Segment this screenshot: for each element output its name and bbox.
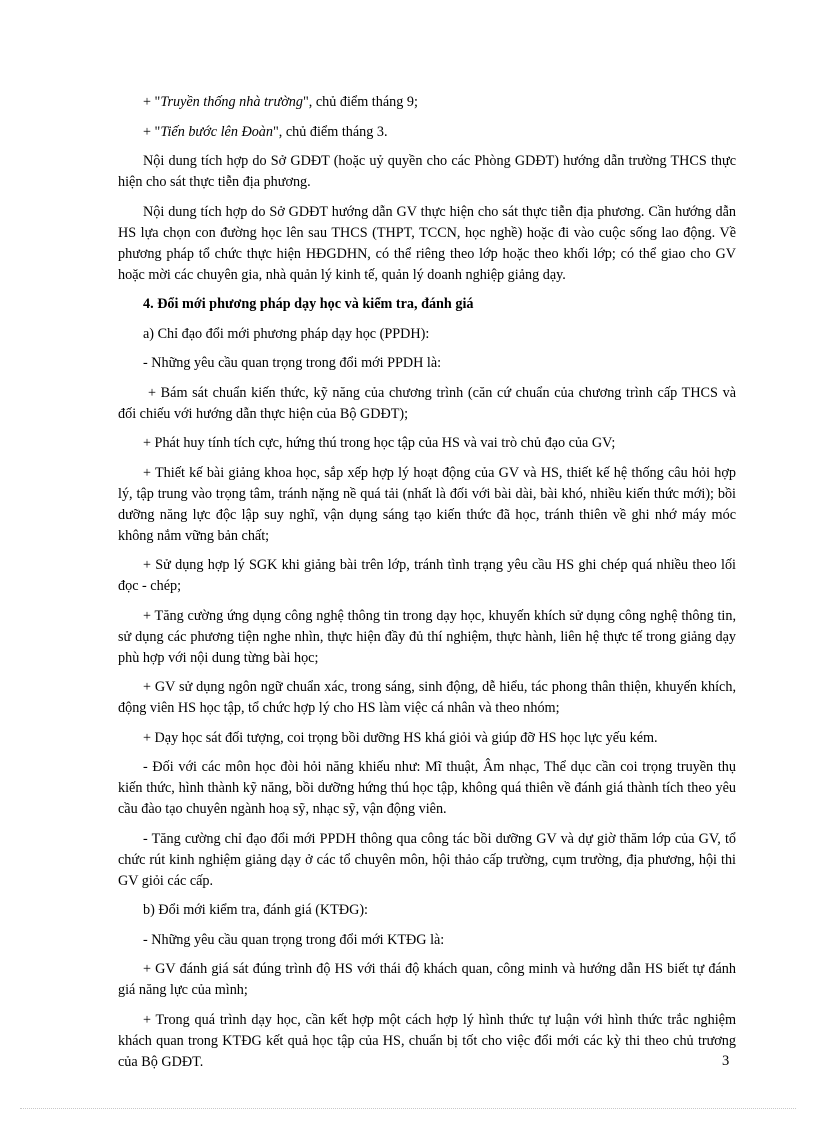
page-body bbox=[118, 92, 736, 1081]
paragraph: + GV đánh giá sát đúng trình độ HS với thái độ khách quan, công minh và hướng dẫn HS biết tự đánh giá năng lực của mình; bbox=[118, 961, 736, 998]
item-suffix: ", chủ điểm tháng 9; bbox=[302, 94, 418, 110]
paragraph: + Thiết kế bài giảng khoa học, sắp xếp hợp lý hoạt động của GV và HS, thiết kế hệ thống câu hỏi hợp lý, tập trung vào trọng tâm, tránh nặng nề quá tải (nhất là đối với bài dài, bài khó, nhiều kiến thức mới); bồi dưỡng năng lực độc lập suy nghĩ, vận dụng sáng tạo kiến thức đã học, tránh thiên về ghi nhớ máy móc không nắm vững bản chất; bbox=[118, 464, 736, 544]
paragraph: - Đối với các môn học đòi hỏi năng khiếu như: Mĩ thuật, Âm nhạc, Thể dục cần coi trọng truyền thụ kiến thức, hình thành kỹ năng, bồi dưỡng hứng thú học tập, không quá thiên về đánh giá thành tích theo yêu cầu đào tạo chuyên ngành hoạ sỹ, nhạc sỹ, vận động viên. bbox=[118, 759, 736, 817]
paragraph: + Phát huy tính tích cực, hứng thú trong học tập của HS và vai trò chủ đạo của GV; bbox=[143, 435, 616, 451]
paragraph: + GV sử dụng ngôn ngữ chuẩn xác, trong sáng, sinh động, dễ hiểu, tác phong thân thiện, khuyến khích, động viên HS học tập, tổ chức hợp lý cho HS làm việc cá nhân và theo nhóm; bbox=[118, 679, 736, 716]
item-suffix: ", chủ điểm tháng 3. bbox=[272, 123, 388, 140]
item-title: Truyền thống nhà trường bbox=[160, 94, 303, 110]
paragraph: + Tăng cường ứng dụng công nghệ thông tin trong dạy học, khuyến khích sử dụng công nghệ thông tin, sử dụng các phương tiện nghe nhìn, thực hiện đầy đủ thí nghiệm, thực hành, liên hệ thực tế trong giảng dạy phù hợp với nội dung từng bài học; bbox=[118, 607, 736, 666]
subsection-heading: b) Đổi mới kiểm tra, đánh giá (KTĐG): bbox=[143, 902, 368, 918]
page-number: 3 bbox=[722, 1053, 730, 1069]
item-prefix: + " bbox=[143, 123, 161, 140]
item-tien-buoc bbox=[118, 122, 736, 143]
paragraph: + Bám sát chuẩn kiến thức, kỹ năng của chương trình (căn cứ chuẩn của chương trình cấp THCS và đối chiếu với hướng dẫn thực hiện của Bộ GDĐT); bbox=[118, 384, 736, 422]
item-title: Tiến bước lên Đoàn bbox=[160, 123, 273, 140]
paragraph: + Dạy học sát đối tượng, coi trọng bồi dưỡng HS khá giỏi và giúp đỡ HS học lực yếu kém. bbox=[143, 729, 658, 746]
item-truyen-thong bbox=[118, 92, 736, 113]
item-prefix: + " bbox=[143, 94, 161, 110]
section-heading: 4. Đổi mới phương pháp dạy học và kiểm tra, đánh giá bbox=[143, 296, 474, 312]
paragraph: + Trong quá trình dạy học, cần kết hợp một cách hợp lý hình thức tự luận với hình thức trắc nghiệm khách quan trong KTĐG kết quả học tập của HS, chuẩn bị tốt cho việc đổi mới các kỳ thi theo chủ trương của Bộ GDĐT. bbox=[118, 1011, 736, 1070]
page-bottom-divider bbox=[20, 1108, 796, 1109]
paragraph: - Những yêu cầu quan trọng trong đổi mới PPDH là: bbox=[143, 355, 442, 371]
paragraph: + Sử dụng hợp lý SGK khi giảng bài trên lớp, tránh tình trạng yêu cầu HS ghi chép quá nhiều theo lối đọc - chép; bbox=[118, 557, 736, 594]
paragraph: - Tăng cường chỉ đạo đổi mới PPDH thông qua công tác bồi dưỡng GV và dự giờ thăm lớp của GV, tổ chức rút kinh nghiệm giảng dạy ở các tổ chuyên môn, hội thảo cấp trường, cụm trường, địa phương, hội thi GV giỏi các cấp. bbox=[118, 830, 736, 889]
paragraph: Nội dung tích hợp do Sở GDĐT hướng dẫn GV thực hiện cho sát thực tiễn địa phương. Cần hướng dẫn HS lựa chọn con đường học lên sau THCS (THPT, TCCN, học nghề) hoặc đi vào cuộc sống lao động. Về phương pháp tổ chức thực hiện HĐGDHN, có thể riêng theo lớp hoặc theo khối lớp; có thể giao cho GV hoặc mời các chuyên gia, nhà quản lý kinh tế, quản lý doanh nghiệp giảng dạy. bbox=[118, 203, 736, 283]
paragraph: - Những yêu cầu quan trọng trong đổi mới KTĐG là: bbox=[143, 931, 445, 948]
paragraph: Nội dung tích hợp do Sở GDĐT (hoặc uỷ quyền cho các Phòng GDĐT) hướng dẫn trường THCS thực hiện cho sát thực tiễn địa phương. bbox=[118, 153, 736, 190]
subsection-heading: a) Chỉ đạo đổi mới phương pháp dạy học (PPDH): bbox=[143, 325, 430, 342]
